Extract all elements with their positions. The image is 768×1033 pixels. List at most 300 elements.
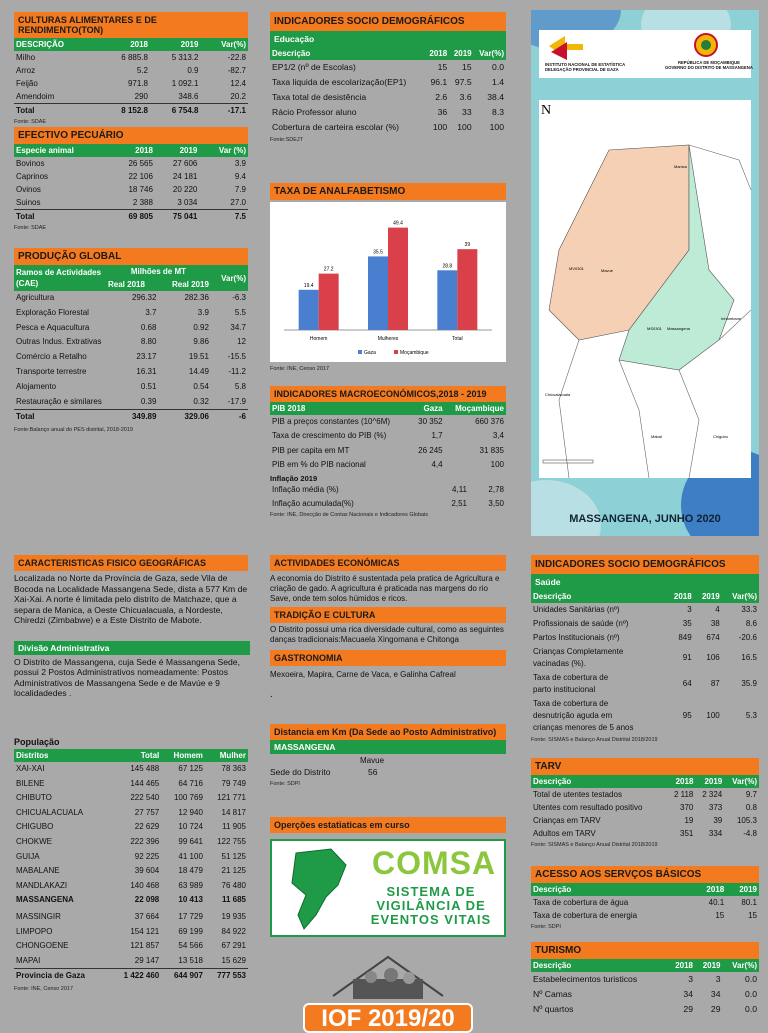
populacao-row	[14, 893, 248, 908]
fisico-section	[14, 555, 248, 699]
tarv-col-3: Var(%)	[724, 775, 759, 788]
saude-cell: 35	[682, 619, 692, 628]
producao-cell: 282.36	[184, 293, 209, 302]
producao-cell: Comércio a Retalho	[16, 352, 87, 362]
culturas-row	[14, 51, 248, 64]
tarv-col-0: Descrição	[531, 775, 667, 788]
populacao-total-cell: Provincia de Gaza	[14, 969, 109, 984]
populacao-cell: 13 518	[178, 955, 203, 965]
macro-cell: 4,4	[431, 459, 443, 469]
tarv-cell: 9.7	[745, 790, 757, 799]
producao-col-ramos: Ramos de Actividades (CAE)	[14, 265, 106, 291]
educacao-cell: Rácio Professor aluno	[272, 107, 357, 117]
saude-source: Fonte: SISMAS e Balanço Anual Distrital 2018/2019	[531, 737, 658, 743]
populacao-cell: 37 664	[134, 911, 160, 921]
culturas-source: Fonte: SDAE	[14, 119, 47, 125]
turismo-cell: 0.0	[745, 974, 757, 984]
turismo-cell: 29	[710, 1004, 721, 1014]
populacao-source: Fonte: INE, Censo 2017	[14, 985, 74, 992]
tarv-table	[531, 775, 759, 840]
educacao-cell: EP1/2 (nº de Escolas)	[272, 62, 356, 72]
economicas-title: ACTIVIDADES ECONÓMICAS	[270, 555, 506, 571]
educacao-table	[270, 47, 506, 135]
pecuario-section	[14, 127, 248, 231]
populacao-row	[14, 864, 248, 879]
saude-cell: 91	[682, 653, 692, 662]
saude-cell: 106	[706, 653, 720, 662]
producao-cell: 5.5	[234, 307, 246, 317]
populacao-col-3: Mulher	[205, 749, 248, 762]
populacao-row	[14, 954, 248, 969]
saude-col-0: Descrição	[531, 590, 666, 603]
chart-legend-swatch	[394, 350, 398, 354]
ine-logo-icon	[543, 32, 587, 62]
producao-cell: 0.54	[193, 381, 209, 391]
turismo-col-1: 2018	[667, 959, 695, 972]
educacao-cell: 97.5	[454, 77, 472, 87]
populacao-cell: LIMPOPO	[16, 926, 53, 936]
educacao-cell: 3.6	[459, 92, 472, 102]
populacao-total-cell: 1 422 460	[109, 969, 161, 984]
educacao-col-1: 2018	[425, 47, 449, 60]
macro-cell: PIB a preços constantes (10^6M)	[272, 417, 391, 426]
producao-cell: Alojamento	[16, 381, 57, 391]
acesso-table	[531, 883, 759, 922]
tarv-cell: Utentes com resultado positivo	[533, 803, 643, 812]
distancia-row-label: Sede do Distrito	[270, 767, 331, 777]
turismo-cell: Nº Camas	[533, 989, 572, 999]
producao-cell: 3.9	[197, 307, 209, 317]
gastronomia-title: GASTRONOMIA	[270, 650, 506, 666]
comsa-banner	[270, 839, 506, 937]
chart-data-label: 35.5	[373, 249, 383, 256]
distancia-value: 56	[368, 767, 378, 777]
saude-cell: Unidades Sanitárias (nº)	[533, 605, 620, 614]
populacao-cell: CHICUALACUALA	[16, 807, 84, 817]
turismo-col-0: Descrição	[531, 959, 667, 972]
producao-cell: 14.49	[188, 366, 209, 376]
macro-cell: 100	[490, 459, 504, 469]
populacao-cell: 15 629	[221, 955, 246, 965]
educacao-cell: 100	[457, 122, 472, 132]
producao-row	[14, 380, 248, 395]
populacao-row	[14, 762, 248, 777]
map-label-mabal: Mabal	[651, 434, 662, 439]
food-basket-icon	[323, 951, 453, 1001]
culturas-total-cell: 8 152.8	[100, 104, 150, 118]
divisao-title: Divisão Administrativa	[14, 641, 250, 655]
populacao-row	[14, 850, 248, 865]
turismo-row	[531, 1002, 759, 1017]
inflacao-cell: 2,51	[451, 498, 468, 508]
inflacao-cell: Inflação acumulada(%)	[272, 498, 354, 508]
saude-row	[531, 645, 759, 671]
map-north-label: N	[541, 103, 552, 118]
populacao-title: População	[14, 737, 60, 747]
populacao-table	[14, 749, 248, 984]
populacao-row	[14, 939, 248, 954]
producao-cell: Restauração e similares	[16, 396, 102, 406]
economicas-text: A economia do Distrito é sustentada pela pratica de Agricultura e criação de gado. A agricultura é praticada nas margens do rio Save, onde tem solos húmidos e ricos.	[270, 574, 500, 603]
producao-cell: Pesca e Aquacultura	[16, 322, 90, 332]
culturas-cell: 20.2	[230, 92, 246, 101]
populacao-cell: MASSANGENA	[16, 895, 74, 905]
inflacao-cell: 4,11	[452, 485, 468, 494]
saude-title: INDICADORES SOCIO DEMOGRÁFICOS	[531, 555, 759, 574]
populacao-cell: 39 604	[134, 866, 160, 876]
map-label-code2: MS0301	[647, 326, 662, 331]
pecuario-cell: Bovinos	[16, 159, 45, 168]
pecuario-cell: Caprinos	[16, 172, 49, 181]
turismo-cell: 0.0	[745, 989, 757, 999]
pecuario-cell: 27.0	[230, 198, 246, 207]
turismo-cell: Estabelecimentos turisticos	[533, 974, 638, 984]
educacao-row	[270, 120, 506, 135]
populacao-row	[14, 791, 248, 806]
pecuario-total-cell: 7.5	[199, 210, 248, 224]
pecuario-cell: 20 220	[172, 185, 198, 194]
district-map	[539, 100, 751, 478]
populacao-row	[14, 806, 248, 821]
saude-row	[531, 631, 759, 645]
producao-row	[14, 321, 248, 336]
populacao-col-2: Homem	[161, 749, 205, 762]
populacao-total-row	[14, 969, 248, 984]
map-label-inhambane: Inhambane	[721, 316, 742, 321]
producao-cell: 0.92	[193, 322, 209, 332]
populacao-cell: 14 817	[221, 807, 246, 817]
tarv-cell: 2 118	[673, 790, 694, 799]
producao-cell: 19.51	[188, 352, 209, 362]
chart-bar	[388, 228, 408, 330]
macro-cell: 26 245	[418, 446, 443, 455]
gastronomia-text: Mexoeira, Mapira, Carne de Vaca, e Galinha Cafreal	[270, 670, 456, 679]
pecuario-source: Fonte: SDAE	[14, 225, 47, 231]
educacao-row	[270, 60, 506, 75]
divisao-text: O Distrito de Massangena, cuja Sede é Massangena Sede, possui 2 Postos Administrativos nomeadamente: Postos Administrativos de Massangena Sede e de Mavúe e 9 localidadedes .	[14, 656, 240, 698]
saude-col-2: 2019	[694, 590, 722, 603]
pecuario-col-2: 2019	[155, 144, 199, 157]
populacao-cell: MABALANE	[16, 866, 60, 876]
populacao-row	[14, 777, 248, 792]
populacao-total-cell: 777 553	[205, 969, 248, 984]
acesso-col-1: 2018	[693, 883, 726, 896]
pecuario-total-cell: 75 041	[155, 210, 199, 224]
producao-total-cell: 349.89	[106, 410, 158, 425]
chart-bar	[437, 270, 457, 330]
macro-col-0: PIB 2018	[270, 402, 412, 415]
turismo-cell: 3	[688, 974, 693, 984]
populacao-cell: CHONGOENE	[16, 941, 69, 951]
map-label-code1: MV0301	[569, 266, 584, 271]
producao-col-var: Var(%)	[211, 265, 248, 291]
educacao-row	[270, 105, 506, 120]
educacao-cell: 15	[462, 62, 472, 72]
cover-panel	[531, 10, 759, 536]
populacao-cell: MANDLAKAZI	[16, 880, 68, 890]
producao-cell: 0.68	[140, 322, 157, 332]
saude-cell: 849	[678, 633, 692, 642]
saude-row	[531, 603, 759, 617]
populacao-row	[14, 879, 248, 894]
chart-data-label: 27.2	[323, 266, 334, 273]
tarv-row	[531, 814, 759, 827]
acesso-section	[531, 866, 759, 930]
pecuario-cell: 3.9	[234, 159, 246, 168]
comsa-title: COMSA	[372, 845, 497, 881]
educacao-section	[270, 12, 506, 143]
educacao-cell: 1.4	[492, 77, 504, 87]
producao-row	[14, 291, 248, 306]
populacao-cell: GUIJA	[16, 851, 40, 861]
tarv-source: Fonte: SISMAS e Balanço Anual Distrital 2018/2019	[531, 842, 658, 848]
pecuario-cell: 24 181	[172, 172, 198, 181]
pecuario-cell: 22 106	[128, 172, 153, 181]
tarv-row	[531, 801, 759, 814]
producao-total-cell: 329.06	[158, 410, 210, 425]
distancia-row	[270, 765, 506, 779]
producao-col-milhoes: Milhões de MT	[106, 265, 211, 278]
chart-bar	[299, 290, 319, 330]
turismo-cell: 0.0	[745, 1004, 757, 1014]
populacao-cell: 11 685	[221, 895, 246, 905]
culturas-total-cell: Total	[14, 104, 100, 118]
populacao-cell: 10 724	[178, 822, 203, 832]
acesso-source: Fonte: SDPI	[531, 924, 561, 930]
culturas-cell: Amendoim	[16, 92, 55, 101]
populacao-cell: 63 989	[178, 880, 203, 890]
pecuario-row	[14, 157, 248, 170]
tarv-cell: Crianças em TARV	[533, 816, 601, 825]
populacao-col-1: Total	[109, 749, 161, 762]
macro-cell: Taxa de crescimento do PIB (%)	[272, 430, 387, 440]
populacao-cell: 22 098	[134, 895, 160, 905]
saude-cell: 4	[715, 605, 720, 614]
populacao-cell: BILENE	[16, 778, 45, 788]
producao-total-cell: -6	[211, 410, 248, 425]
producao-cell: -17.9	[227, 396, 246, 406]
map-label-mavue: Mavue	[601, 268, 614, 273]
populacao-cell: 84 922	[221, 926, 246, 936]
populacao-row	[14, 925, 248, 940]
turismo-title: TURISMO	[531, 942, 759, 959]
culturas-cell: 348.6	[178, 92, 199, 101]
populacao-cell: 11 905	[222, 822, 246, 832]
culturas-cell: 971.8	[127, 79, 148, 88]
turismo-section	[531, 942, 759, 1017]
culturas-cell: 6 885.8	[121, 53, 148, 62]
culturas-cell: Milho	[16, 53, 36, 62]
inflacao-row	[270, 483, 506, 497]
inflacao-label: Inflação 2019	[270, 474, 318, 483]
saude-cell: 5.3	[745, 711, 757, 720]
culturas-col-1: 2018	[100, 38, 150, 51]
producao-cell: 296.32	[131, 293, 157, 302]
district-map-svg	[539, 100, 751, 478]
tarv-cell: 373	[708, 803, 723, 812]
populacao-cell: 10 413	[178, 895, 203, 905]
producao-row	[14, 350, 248, 365]
acesso-col-0: Descrição	[531, 883, 693, 896]
producao-cell: -15.5	[227, 352, 246, 362]
populacao-cell: CHIBUTO	[16, 793, 52, 803]
culturas-table	[14, 38, 248, 117]
producao-cell: 0.51	[140, 381, 157, 391]
distancia-subtitle: MASSANGENA	[270, 740, 506, 754]
acesso-cell: Taxa de cobertura de água	[533, 898, 629, 907]
operacoes-title: Operções estatiaticas em curso	[270, 817, 506, 833]
populacao-cell: 92 225	[134, 851, 160, 861]
macro-cell: PIB em % do PIB nacional	[272, 459, 366, 469]
tradicao-title: TRADIÇÃO E CULTURA	[270, 607, 506, 623]
educacao-cell: 96.1	[430, 77, 448, 87]
pecuario-total-cell: Total	[14, 210, 111, 224]
producao-row	[14, 306, 248, 321]
educacao-cell: Taxa liquida de escolarização(EP1)	[272, 77, 407, 87]
populacao-cell: 67 291	[221, 941, 246, 951]
saude-cell: 8.6	[745, 619, 757, 628]
producao-cell: Transporte terrestre	[16, 366, 87, 376]
macro-cell: PIB per capita em MT	[272, 446, 350, 455]
populacao-cell: CHOKWE	[16, 836, 52, 846]
pecuario-col-1: 2018	[111, 144, 155, 157]
culturas-row	[14, 90, 248, 104]
educacao-cell: Cobertura de carteira escolar (%)	[272, 122, 400, 132]
populacao-total-cell: 644 907	[161, 969, 205, 984]
culturas-cell: Arroz	[16, 66, 36, 75]
populacao-section	[14, 735, 248, 992]
culturas-row	[14, 77, 248, 90]
acesso-cell: 15	[748, 911, 757, 920]
pecuario-cell: 3 034	[177, 198, 198, 207]
chart-legend-label: Moçambique	[400, 350, 429, 356]
populacao-cell: 69 199	[178, 926, 203, 936]
acesso-cell: 40.1	[708, 898, 725, 907]
chart-category-label: Homem	[309, 336, 328, 342]
chart-bar	[368, 256, 388, 330]
tarv-col-1: 2018	[667, 775, 695, 788]
tarv-cell: Adultos em TARV	[533, 829, 596, 838]
producao-col-2018: Real 2018	[106, 278, 158, 291]
culturas-cell: Feijão	[16, 79, 38, 88]
populacao-cell: 21 125	[221, 866, 246, 876]
saude-table	[531, 590, 759, 735]
populacao-cell: 222 540	[130, 793, 160, 803]
culturas-total-row	[14, 104, 248, 118]
macro-cell: 660 376	[475, 417, 504, 426]
producao-cell: 5.8	[234, 381, 246, 391]
ine-institution: INSTITUTO NACIONAL DE ESTATÍSTICA DELEGAÇÃO PROVINCIAL DE GAZA	[545, 62, 626, 72]
populacao-col-0: Distritos	[14, 749, 109, 762]
macro-title: INDICADORES MACROECONÓMICOS,2018 - 2019	[270, 386, 506, 402]
populacao-cell: 222 396	[130, 836, 160, 846]
culturas-cell: 12.4	[230, 79, 246, 88]
educacao-row	[270, 75, 506, 90]
educacao-cell: 33	[462, 107, 472, 117]
fisico-text: Localizada no Norte da Província de Gaza, sede Vila de Bocoda na Localidade Massangena Sede, dista a 577 Km de Xai-Xai. A norte é limitada pelo distrito de Matchaze, que a separa de Manica, a Oeste Chicualacuala, a Nordeste, Chiredzi (Zimbabwe) e a Este Distrito de Mabote.	[14, 573, 248, 625]
turismo-table	[531, 959, 759, 1017]
producao-total-row	[14, 410, 248, 425]
tarv-cell: 105.3	[736, 816, 757, 825]
pecuario-cell: 7.9	[234, 185, 246, 194]
educacao-cell: 36	[437, 107, 448, 117]
map-label-chicualacuala: Chicualacuala	[545, 392, 571, 397]
populacao-cell: 100 769	[173, 793, 203, 803]
tarv-cell: 39	[713, 816, 723, 825]
culturas-cell: 5 313.2	[171, 53, 199, 62]
tarv-cell: -4.8	[743, 829, 757, 838]
populacao-row	[14, 820, 248, 835]
iof-title: IOF 2019/20	[303, 1003, 473, 1033]
saude-cell: 38	[710, 619, 720, 628]
populacao-cell: 19 935	[221, 911, 246, 921]
macro-table	[270, 402, 506, 471]
pecuario-title: EFECTIVO PECUÁRIO	[14, 127, 248, 144]
populacao-cell: CHIGUBO	[16, 822, 54, 832]
culturas-col-2: 2019	[150, 38, 200, 51]
pecuario-row	[14, 196, 248, 210]
educacao-subtitle: Educação	[270, 31, 506, 47]
pecuario-cell: 9.4	[234, 172, 246, 181]
turismo-cell: 34	[683, 989, 693, 999]
comsa-sub-line3: EVENTOS VITAIS	[370, 912, 492, 927]
turismo-cell: 29	[683, 1004, 693, 1014]
producao-cell: 9.86	[193, 337, 209, 347]
map-label-manica: Manica	[674, 164, 687, 169]
populacao-cell: 121 771	[217, 793, 246, 803]
comsa-sub-line2: VIGILÂNCIA DE	[376, 898, 486, 913]
producao-cell: Exploração Florestal	[16, 307, 89, 317]
cover-footer: MASSANGENA, JUNHO 2020	[569, 513, 721, 525]
producao-total-cell: Total	[14, 410, 106, 425]
inflacao-cell: Inflação média (%)	[272, 485, 339, 494]
saude-cell: -20.6	[738, 633, 757, 642]
populacao-cell: 121 857	[130, 941, 160, 951]
mozambique-emblem-icon	[693, 32, 719, 58]
producao-cell: 8.80	[140, 337, 157, 347]
macro-col-1: Gaza	[412, 402, 445, 415]
populacao-cell: 145 488	[130, 764, 160, 773]
analfabetismo-chart-svg	[270, 202, 506, 362]
operacoes-section	[270, 817, 506, 1031]
distancia-title: Distancia em Km (Da Sede ao Posto Administrativo)	[270, 724, 506, 740]
inflacao-table	[270, 483, 506, 510]
populacao-cell: 51 125	[221, 851, 246, 861]
tarv-cell: 0.8	[745, 803, 757, 812]
gov-institution: REPÚBLICA DE MOÇAMBIQUE GOVERNO DO DISTRITO DE MASSANGENA	[665, 60, 753, 70]
producao-table	[14, 265, 248, 425]
pecuario-total-cell: 69 805	[111, 210, 155, 224]
chart-data-label: 39	[464, 242, 471, 249]
chart-data-label: 19.4	[303, 282, 314, 289]
saude-row	[531, 671, 759, 697]
producao-cell: 16.31	[136, 366, 157, 376]
producao-cell: 34.7	[230, 322, 246, 332]
tarv-cell: 19	[684, 816, 694, 825]
macro-row	[270, 429, 506, 443]
acesso-col-2: 2019	[726, 883, 759, 896]
acesso-cell: 15	[715, 911, 725, 920]
tarv-row	[531, 788, 759, 801]
pecuario-cell: 2 388	[132, 198, 153, 207]
pecuario-cell: 26 565	[128, 159, 153, 168]
chart-category-label: Mulheres	[377, 336, 399, 342]
populacao-cell: 27 757	[134, 807, 160, 817]
populacao-cell: XAI-XAI	[16, 764, 45, 773]
distancia-section	[270, 724, 506, 787]
saude-row	[531, 697, 759, 735]
pecuario-row	[14, 183, 248, 196]
